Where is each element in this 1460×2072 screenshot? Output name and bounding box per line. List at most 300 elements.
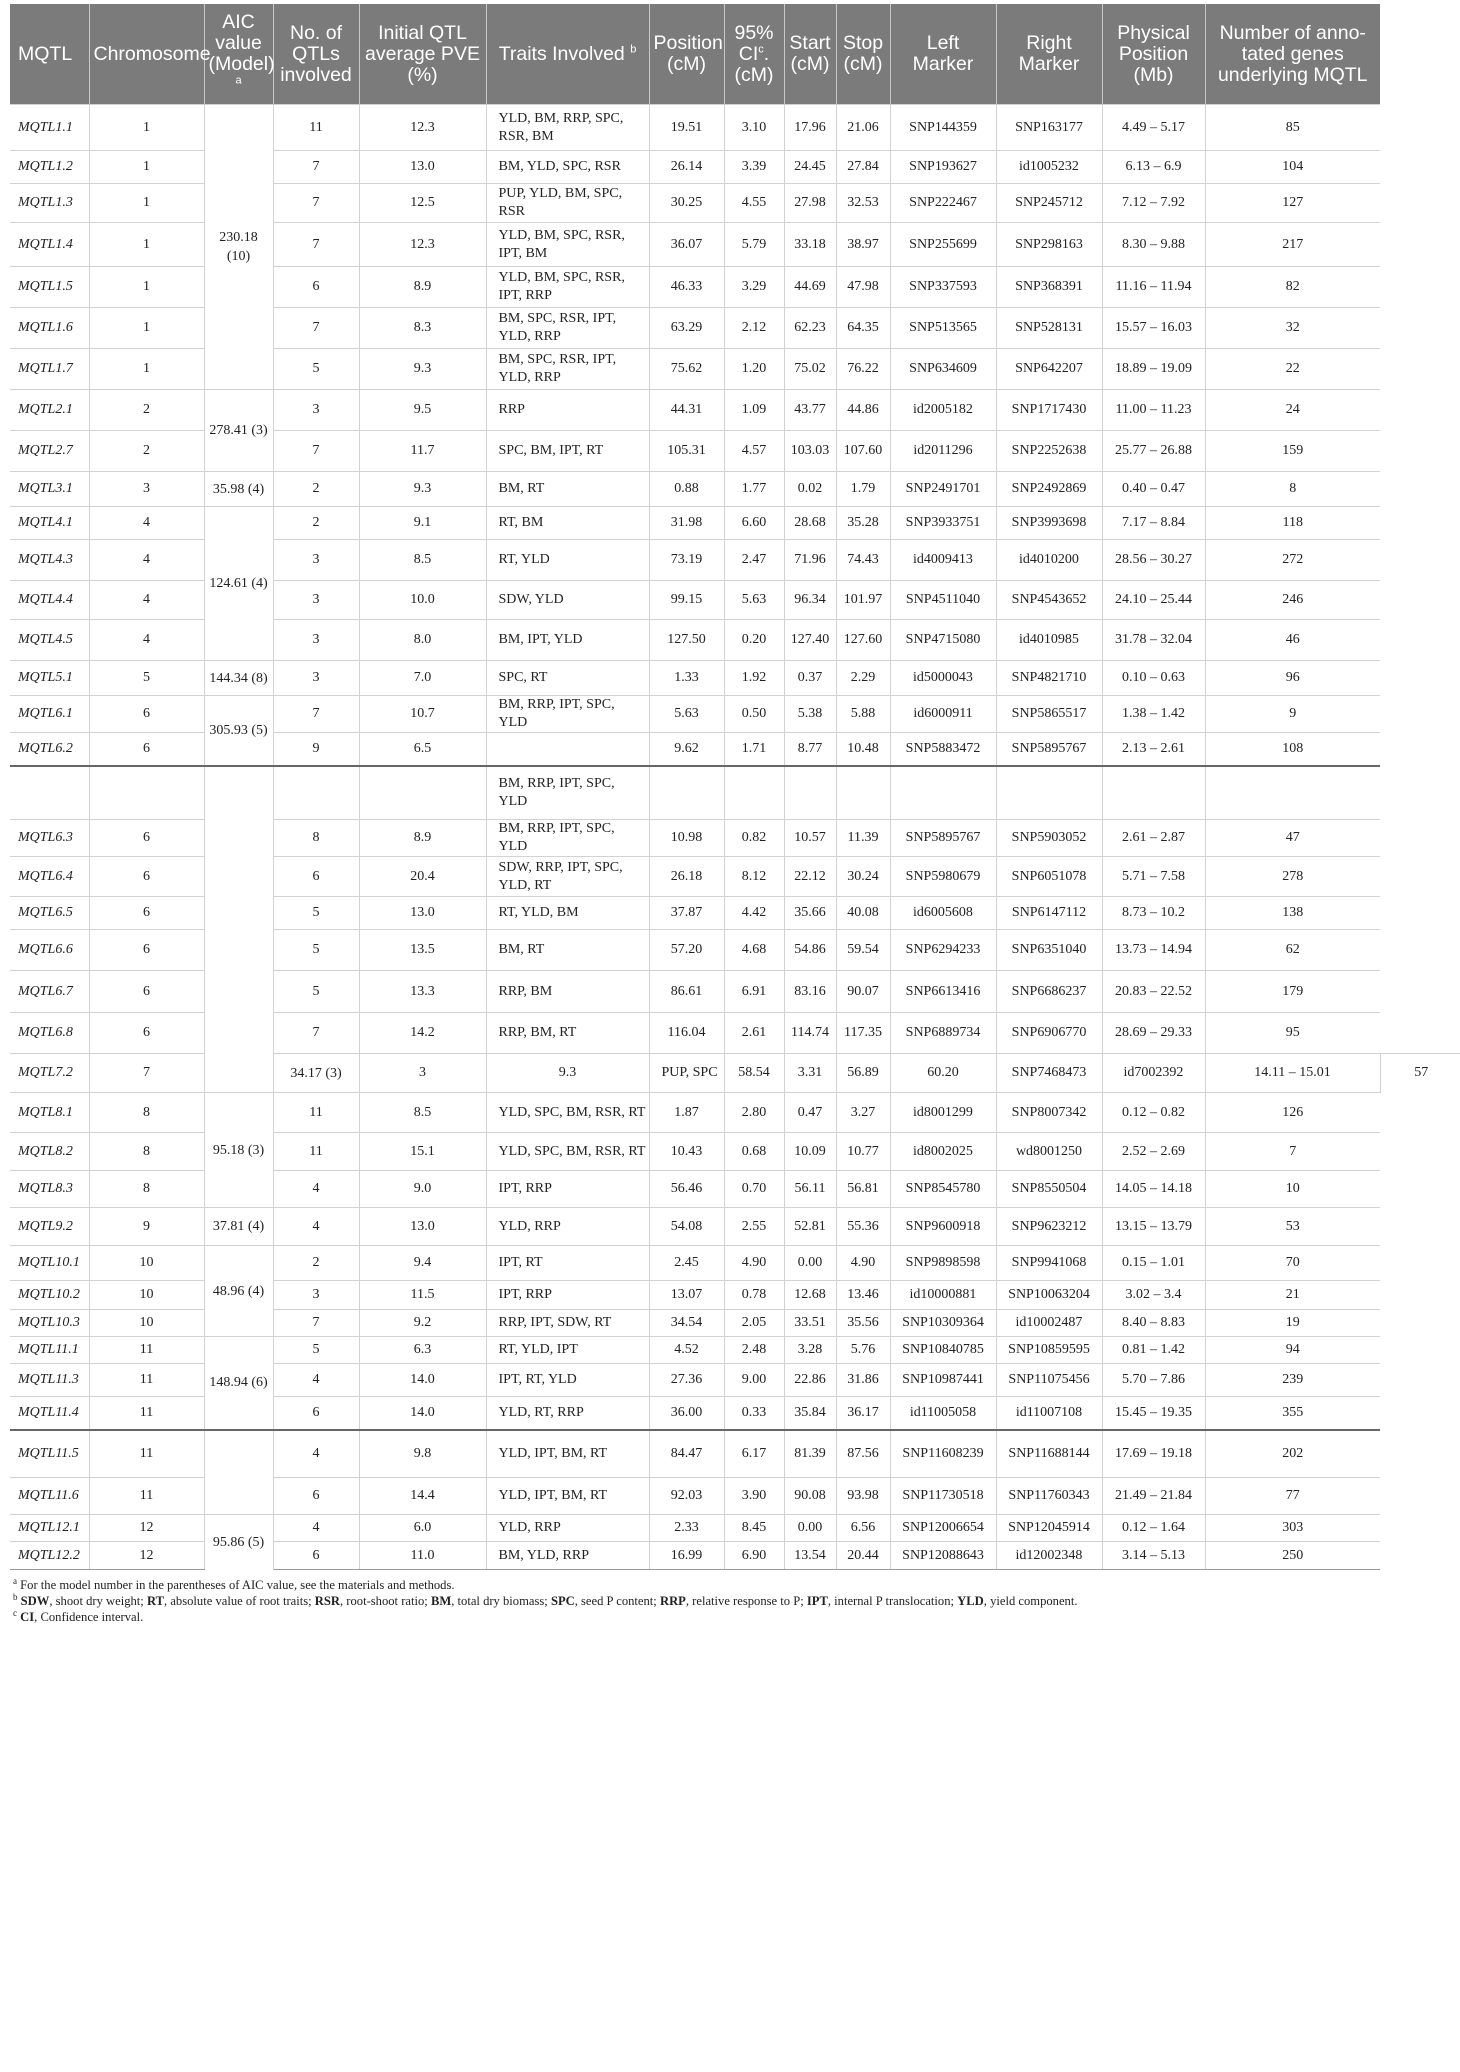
stop-cell: 5.76 bbox=[836, 1337, 890, 1364]
right-marker-cell: SNP4821710 bbox=[996, 661, 1102, 696]
physical-position-cell: 28.69 – 29.33 bbox=[1102, 1013, 1205, 1054]
pve-cell: 12.3 bbox=[359, 105, 486, 151]
mqtl-cell: MQTL2.1 bbox=[10, 390, 89, 431]
position-cell: 5.63 bbox=[649, 696, 724, 733]
qtl-count-cell: 2 bbox=[273, 1246, 359, 1281]
right-marker-cell: SNP298163 bbox=[996, 223, 1102, 267]
right-marker-cell: SNP6686237 bbox=[996, 971, 1102, 1013]
stop-cell: 38.97 bbox=[836, 223, 890, 267]
column-header-label: 95% CI bbox=[734, 21, 774, 65]
mqtl-cell: MQTL1.2 bbox=[10, 151, 89, 184]
ci-cell: 9.00 bbox=[724, 1364, 784, 1397]
stop-cell: 36.17 bbox=[836, 1397, 890, 1430]
gene-count-cell: 21 bbox=[1205, 1281, 1380, 1310]
right-marker-cell: SNP245712 bbox=[996, 184, 1102, 223]
ci-cell: 4.68 bbox=[724, 930, 784, 971]
left-marker-cell: SNP11730518 bbox=[890, 1478, 996, 1515]
physical-position-cell: 14.11 – 15.01 bbox=[1205, 1054, 1380, 1093]
ci-cell: 3.10 bbox=[724, 105, 784, 151]
chromosome-cell bbox=[89, 766, 204, 820]
pve-cell: 9.4 bbox=[359, 1246, 486, 1281]
position-cell: 31.98 bbox=[649, 507, 724, 540]
start-cell: 90.08 bbox=[784, 1478, 836, 1515]
physical-position-cell: 3.14 – 5.13 bbox=[1102, 1542, 1205, 1570]
chromosome-cell: 10 bbox=[89, 1310, 204, 1337]
position-cell: 57.20 bbox=[649, 930, 724, 971]
footnote-text: , root-shoot ratio; bbox=[339, 1594, 431, 1608]
right-marker-cell: id10002487 bbox=[996, 1310, 1102, 1337]
abbreviation: RRP bbox=[659, 1594, 686, 1608]
footnote-text: , seed P content; bbox=[574, 1594, 660, 1608]
chromosome-cell: 12 bbox=[89, 1542, 204, 1570]
gene-count-cell: 202 bbox=[1205, 1430, 1380, 1478]
ci-cell: 6.91 bbox=[724, 971, 784, 1013]
qtl-count-cell: 3 bbox=[273, 540, 359, 581]
qtl-count-cell: 7 bbox=[273, 223, 359, 267]
start-cell: 35.66 bbox=[784, 897, 836, 930]
right-marker-cell: SNP12045914 bbox=[996, 1515, 1102, 1542]
traits-cell: PUP, YLD, BM, SPC, RSR bbox=[486, 184, 649, 223]
column-header-label: Physical Position (Mb) bbox=[1117, 21, 1190, 86]
table-row bbox=[10, 507, 1460, 540]
right-marker-cell: id7002392 bbox=[1102, 1054, 1205, 1093]
qtl-count-cell: 2 bbox=[273, 472, 359, 507]
gene-count-cell: 104 bbox=[1205, 151, 1380, 184]
start-cell: 56.89 bbox=[836, 1054, 890, 1093]
physical-position-cell: 11.16 – 11.94 bbox=[1102, 267, 1205, 308]
traits-cell: YLD, RT, RRP bbox=[486, 1397, 649, 1430]
stop-cell: 35.56 bbox=[836, 1310, 890, 1337]
gene-count-cell: 159 bbox=[1205, 431, 1380, 472]
gene-count-cell: 278 bbox=[1205, 857, 1380, 897]
table-row bbox=[10, 766, 1460, 820]
mqtl-cell: MQTL1.6 bbox=[10, 308, 89, 349]
abbreviation: RT bbox=[146, 1594, 165, 1608]
left-marker-cell: SNP8545780 bbox=[890, 1171, 996, 1208]
position-cell: 36.00 bbox=[649, 1397, 724, 1430]
stop-cell: 6.56 bbox=[836, 1515, 890, 1542]
physical-position-cell: 6.13 – 6.9 bbox=[1102, 151, 1205, 184]
start-cell: 3.28 bbox=[784, 1337, 836, 1364]
left-marker-cell: SNP513565 bbox=[890, 308, 996, 349]
position-cell: 99.15 bbox=[649, 581, 724, 620]
position-cell: 116.04 bbox=[649, 1013, 724, 1054]
ci-cell: 2.05 bbox=[724, 1310, 784, 1337]
column-header-label: Left Marker bbox=[912, 32, 974, 75]
start-cell bbox=[784, 766, 836, 820]
start-cell: 8.77 bbox=[784, 733, 836, 766]
pve-cell: 13.0 bbox=[359, 151, 486, 184]
stop-cell: 56.81 bbox=[836, 1171, 890, 1208]
start-cell: 0.37 bbox=[784, 661, 836, 696]
mqtl-cell: MQTL4.1 bbox=[10, 507, 89, 540]
start-cell: 44.69 bbox=[784, 267, 836, 308]
start-cell: 0.47 bbox=[784, 1093, 836, 1133]
pve-cell: 9.8 bbox=[359, 1430, 486, 1478]
traits-cell: RT, YLD, IPT bbox=[486, 1337, 649, 1364]
left-marker-cell: SNP6613416 bbox=[890, 971, 996, 1013]
gene-count-cell: 8 bbox=[1205, 472, 1380, 507]
start-cell: 35.84 bbox=[784, 1397, 836, 1430]
aic-cell: 148.94 (6) bbox=[204, 1337, 273, 1430]
chromosome-cell: 6 bbox=[89, 696, 204, 733]
gene-count-cell: 127 bbox=[1205, 184, 1380, 223]
right-marker-cell: SNP10859595 bbox=[996, 1337, 1102, 1364]
left-marker-cell: SNP6889734 bbox=[890, 1013, 996, 1054]
column-header-label: Traits Involved bbox=[498, 42, 625, 65]
table-row bbox=[10, 1515, 1460, 1542]
physical-position-cell: 7.17 – 8.84 bbox=[1102, 507, 1205, 540]
pve-cell: 6.0 bbox=[359, 1515, 486, 1542]
aic-cell: 144.34 (8) bbox=[204, 661, 273, 696]
ci-cell: 3.31 bbox=[784, 1054, 836, 1093]
chromosome-cell: 6 bbox=[89, 857, 204, 897]
start-cell: 0.00 bbox=[784, 1515, 836, 1542]
physical-position-cell: 8.30 – 9.88 bbox=[1102, 223, 1205, 267]
column-header bbox=[890, 4, 996, 105]
gene-count-cell: 46 bbox=[1205, 620, 1380, 661]
chromosome-cell: 11 bbox=[89, 1397, 204, 1430]
footnote-marker: b bbox=[630, 43, 637, 55]
position-cell: 63.29 bbox=[649, 308, 724, 349]
column-header-label: Right Marker bbox=[1018, 32, 1080, 75]
footnote-text: , absolute value of root traits; bbox=[164, 1594, 315, 1608]
column-header bbox=[784, 4, 836, 105]
stop-cell: 101.97 bbox=[836, 581, 890, 620]
pve-cell: 9.2 bbox=[359, 1310, 486, 1337]
right-marker-cell: id11007108 bbox=[996, 1397, 1102, 1430]
qtl-count-cell: 4 bbox=[273, 1171, 359, 1208]
pve-cell: 6.5 bbox=[359, 733, 486, 766]
mqtl-cell: MQTL6.7 bbox=[10, 971, 89, 1013]
ci-cell: 5.63 bbox=[724, 581, 784, 620]
mqtl-cell: MQTL11.1 bbox=[10, 1337, 89, 1364]
stop-cell: 5.88 bbox=[836, 696, 890, 733]
ci-cell: 3.39 bbox=[724, 151, 784, 184]
qtl-count-cell: 7 bbox=[273, 431, 359, 472]
chromosome-cell: 1 bbox=[89, 151, 204, 184]
physical-position-cell: 0.12 – 1.64 bbox=[1102, 1515, 1205, 1542]
mqtl-cell: MQTL12.2 bbox=[10, 1542, 89, 1570]
aic-cell: 34.17 (3) bbox=[273, 1054, 359, 1093]
left-marker-cell: SNP10840785 bbox=[890, 1337, 996, 1364]
traits-cell: SDW, RRP, IPT, SPC, YLD, RT bbox=[486, 857, 649, 897]
ci-cell: 2.47 bbox=[724, 540, 784, 581]
qtl-count-cell: 11 bbox=[273, 1093, 359, 1133]
start-cell: 13.54 bbox=[784, 1542, 836, 1570]
left-marker-cell: SNP4715080 bbox=[890, 620, 996, 661]
mqtl-cell: MQTL8.2 bbox=[10, 1133, 89, 1171]
ci-cell: 0.50 bbox=[724, 696, 784, 733]
stop-cell: 11.39 bbox=[836, 820, 890, 857]
gene-count-cell: 53 bbox=[1205, 1208, 1380, 1246]
pve-cell: 8.9 bbox=[359, 820, 486, 857]
chromosome-cell: 2 bbox=[89, 390, 204, 431]
pve-cell: 13.0 bbox=[359, 897, 486, 930]
left-marker-cell: id4009413 bbox=[890, 540, 996, 581]
pve-cell: 14.4 bbox=[359, 1478, 486, 1515]
start-cell: 22.86 bbox=[784, 1364, 836, 1397]
traits-cell: YLD, IPT, BM, RT bbox=[486, 1478, 649, 1515]
right-marker-cell: SNP6051078 bbox=[996, 857, 1102, 897]
stop-cell: 2.29 bbox=[836, 661, 890, 696]
gene-count-cell: 70 bbox=[1205, 1246, 1380, 1281]
footnote-marker: c bbox=[13, 1607, 17, 1618]
pve-cell: 8.5 bbox=[359, 540, 486, 581]
abbreviation: SDW bbox=[20, 1594, 50, 1608]
gene-count-cell: 118 bbox=[1205, 507, 1380, 540]
left-marker-cell: SNP10309364 bbox=[890, 1310, 996, 1337]
chromosome-cell: 11 bbox=[89, 1364, 204, 1397]
start-cell: 17.96 bbox=[784, 105, 836, 151]
stop-cell: 64.35 bbox=[836, 308, 890, 349]
qtl-count-cell: 7 bbox=[273, 184, 359, 223]
start-cell: 43.77 bbox=[784, 390, 836, 431]
chromosome-cell: 2 bbox=[89, 431, 204, 472]
qtl-count-cell: 3 bbox=[359, 1054, 486, 1093]
position-cell: 34.54 bbox=[649, 1310, 724, 1337]
ci-cell: 2.12 bbox=[724, 308, 784, 349]
physical-position-cell: 4.49 – 5.17 bbox=[1102, 105, 1205, 151]
qtl-count-cell: 7 bbox=[273, 1013, 359, 1054]
physical-position-cell: 20.83 – 22.52 bbox=[1102, 971, 1205, 1013]
start-cell: 33.18 bbox=[784, 223, 836, 267]
stop-cell: 4.90 bbox=[836, 1246, 890, 1281]
stop-cell: 27.84 bbox=[836, 151, 890, 184]
pve-cell: 8.0 bbox=[359, 620, 486, 661]
chromosome-cell: 6 bbox=[89, 930, 204, 971]
physical-position-cell: 8.40 – 8.83 bbox=[1102, 1310, 1205, 1337]
right-marker-cell: id1005232 bbox=[996, 151, 1102, 184]
traits-cell bbox=[486, 733, 649, 766]
traits-cell: RRP bbox=[486, 390, 649, 431]
left-marker-cell: SNP6294233 bbox=[890, 930, 996, 971]
left-marker-cell: SNP255699 bbox=[890, 223, 996, 267]
position-cell: 92.03 bbox=[649, 1478, 724, 1515]
pve-cell: 20.4 bbox=[359, 857, 486, 897]
qtl-count-cell: 2 bbox=[273, 507, 359, 540]
left-marker-cell: id6005608 bbox=[890, 897, 996, 930]
gene-count-cell: 95 bbox=[1205, 1013, 1380, 1054]
aic-cell: 35.98 (4) bbox=[204, 472, 273, 507]
ci-cell: 2.61 bbox=[724, 1013, 784, 1054]
qtl-count-cell: 6 bbox=[273, 857, 359, 897]
chromosome-cell: 12 bbox=[89, 1515, 204, 1542]
pve-cell: 7.0 bbox=[359, 661, 486, 696]
ci-cell: 6.17 bbox=[724, 1430, 784, 1478]
position-cell: 84.47 bbox=[649, 1430, 724, 1478]
qtl-count-cell: 4 bbox=[273, 1364, 359, 1397]
physical-position-cell: 0.15 – 1.01 bbox=[1102, 1246, 1205, 1281]
traits-cell: RRP, BM, RT bbox=[486, 1013, 649, 1054]
start-cell: 54.86 bbox=[784, 930, 836, 971]
abbreviation: YLD bbox=[957, 1594, 984, 1608]
chromosome-cell: 1 bbox=[89, 349, 204, 390]
qtl-count-cell: 11 bbox=[273, 1133, 359, 1171]
traits-cell: BM, YLD, SPC, RSR bbox=[486, 151, 649, 184]
chromosome-cell: 6 bbox=[89, 1013, 204, 1054]
traits-cell: IPT, RRP bbox=[486, 1281, 649, 1310]
chromosome-cell: 11 bbox=[89, 1337, 204, 1364]
chromosome-cell: 4 bbox=[89, 581, 204, 620]
ci-cell: 8.12 bbox=[724, 857, 784, 897]
stop-cell: 93.98 bbox=[836, 1478, 890, 1515]
qtl-count-cell: 3 bbox=[273, 581, 359, 620]
stop-cell: 44.86 bbox=[836, 390, 890, 431]
start-cell: 127.40 bbox=[784, 620, 836, 661]
gene-count-cell: 239 bbox=[1205, 1364, 1380, 1397]
footnote-text: , shoot dry weight; bbox=[49, 1594, 147, 1608]
column-header-label: Position (cM) bbox=[653, 32, 723, 75]
traits-cell: SPC, BM, IPT, RT bbox=[486, 431, 649, 472]
right-marker-cell: SNP11760343 bbox=[996, 1478, 1102, 1515]
right-marker-cell: SNP8550504 bbox=[996, 1171, 1102, 1208]
physical-position-cell: 15.45 – 19.35 bbox=[1102, 1397, 1205, 1430]
traits-cell: BM, SPC, RSR, IPT, YLD, RRP bbox=[486, 308, 649, 349]
chromosome-cell: 8 bbox=[89, 1133, 204, 1171]
left-marker-cell: SNP5895767 bbox=[890, 820, 996, 857]
ci-cell: 1.20 bbox=[724, 349, 784, 390]
chromosome-cell: 1 bbox=[89, 308, 204, 349]
physical-position-cell: 1.38 – 1.42 bbox=[1102, 696, 1205, 733]
mqtl-cell: MQTL6.4 bbox=[10, 857, 89, 897]
right-marker-cell: SNP6351040 bbox=[996, 930, 1102, 971]
position-cell: 26.18 bbox=[649, 857, 724, 897]
traits-cell: PUP, SPC bbox=[649, 1054, 724, 1093]
stop-cell: 59.54 bbox=[836, 930, 890, 971]
position-cell: 44.31 bbox=[649, 390, 724, 431]
pve-cell: 8.5 bbox=[359, 1093, 486, 1133]
qtl-count-cell: 5 bbox=[273, 897, 359, 930]
position-cell: 105.31 bbox=[649, 431, 724, 472]
position-cell: 16.99 bbox=[649, 1542, 724, 1570]
start-cell: 12.68 bbox=[784, 1281, 836, 1310]
footnote-marker: c bbox=[758, 43, 764, 55]
column-header bbox=[486, 4, 649, 105]
gene-count-cell: 57 bbox=[1380, 1054, 1460, 1093]
mqtl-cell: MQTL2.7 bbox=[10, 431, 89, 472]
abbreviation: RSR bbox=[314, 1594, 340, 1608]
left-marker-cell: id8002025 bbox=[890, 1133, 996, 1171]
mqtl-cell: MQTL4.4 bbox=[10, 581, 89, 620]
pve-cell: 11.0 bbox=[359, 1542, 486, 1570]
qtl-count-cell: 11 bbox=[273, 105, 359, 151]
traits-cell: BM, RT bbox=[486, 472, 649, 507]
pve-cell: 9.3 bbox=[359, 472, 486, 507]
mqtl-cell: MQTL6.6 bbox=[10, 930, 89, 971]
qtl-count-cell: 5 bbox=[273, 930, 359, 971]
physical-position-cell: 0.40 – 0.47 bbox=[1102, 472, 1205, 507]
left-marker-cell: SNP12006654 bbox=[890, 1515, 996, 1542]
column-header-label: Stop (cM) bbox=[842, 32, 884, 75]
gene-count-cell: 22 bbox=[1205, 349, 1380, 390]
column-header-label: Number of anno-tated genes underlying MQTL bbox=[1217, 21, 1368, 86]
physical-position-cell: 25.77 – 26.88 bbox=[1102, 431, 1205, 472]
right-marker-cell: id4010200 bbox=[996, 540, 1102, 581]
physical-position-cell: 24.10 – 25.44 bbox=[1102, 581, 1205, 620]
qtl-count-cell: 3 bbox=[273, 661, 359, 696]
left-marker-cell: SNP5883472 bbox=[890, 733, 996, 766]
right-marker-cell: wd8001250 bbox=[996, 1133, 1102, 1171]
column-header bbox=[836, 4, 890, 105]
gene-count-cell: 303 bbox=[1205, 1515, 1380, 1542]
traits-cell: BM, RRP, IPT, SPC, YLD bbox=[486, 696, 649, 733]
physical-position-cell: 5.70 – 7.86 bbox=[1102, 1364, 1205, 1397]
column-header bbox=[204, 4, 273, 105]
right-marker-cell: SNP6147112 bbox=[996, 897, 1102, 930]
gene-count-cell: 355 bbox=[1205, 1397, 1380, 1430]
ci-cell: 8.45 bbox=[724, 1515, 784, 1542]
qtl-count-cell: 3 bbox=[273, 620, 359, 661]
mqtl-cell: MQTL5.1 bbox=[10, 661, 89, 696]
table-row bbox=[10, 1208, 1460, 1246]
traits-cell: BM, SPC, RSR, IPT, YLD, RRP bbox=[486, 349, 649, 390]
mqtl-cell: MQTL6.2 bbox=[10, 733, 89, 766]
mqtl-cell: MQTL10.1 bbox=[10, 1246, 89, 1281]
left-marker-cell: id6000911 bbox=[890, 696, 996, 733]
physical-position-cell: 28.56 – 30.27 bbox=[1102, 540, 1205, 581]
stop-cell: 55.36 bbox=[836, 1208, 890, 1246]
chromosome-cell: 9 bbox=[89, 1208, 204, 1246]
mqtl-cell: MQTL7.2 bbox=[10, 1054, 89, 1093]
ci-cell: 0.82 bbox=[724, 820, 784, 857]
chromosome-cell: 8 bbox=[89, 1093, 204, 1133]
ci-cell: 4.55 bbox=[724, 184, 784, 223]
column-header bbox=[89, 4, 211, 105]
stop-cell: 76.22 bbox=[836, 349, 890, 390]
chromosome-cell: 4 bbox=[89, 620, 204, 661]
left-marker-cell: SNP144359 bbox=[890, 105, 996, 151]
right-marker-cell: SNP5865517 bbox=[996, 696, 1102, 733]
left-marker-cell: id2011296 bbox=[890, 431, 996, 472]
table-row bbox=[10, 696, 1460, 733]
traits-cell: BM, YLD, RRP bbox=[486, 1542, 649, 1570]
qtl-count-cell: 6 bbox=[273, 1397, 359, 1430]
ci-cell: 0.20 bbox=[724, 620, 784, 661]
gene-count-cell: 82 bbox=[1205, 267, 1380, 308]
footnote bbox=[13, 1609, 1460, 1625]
mqtl-cell: MQTL1.4 bbox=[10, 223, 89, 267]
column-header-label: MQTL bbox=[18, 42, 73, 65]
pve-cell bbox=[359, 766, 486, 820]
mqtl-cell: MQTL6.5 bbox=[10, 897, 89, 930]
gene-count-cell: 7 bbox=[1205, 1133, 1380, 1171]
stop-cell: 20.44 bbox=[836, 1542, 890, 1570]
traits-cell: YLD, BM, RRP, SPC, RSR, BM bbox=[486, 105, 649, 151]
traits-cell: SPC, RT bbox=[486, 661, 649, 696]
ci-cell: 3.29 bbox=[724, 267, 784, 308]
aic-cell: 230.18 (10) bbox=[204, 105, 273, 390]
stop-cell: 47.98 bbox=[836, 267, 890, 308]
right-marker-cell bbox=[996, 766, 1102, 820]
ci-cell: 0.70 bbox=[724, 1171, 784, 1208]
gene-count-cell bbox=[1205, 766, 1380, 820]
qtl-count-cell: 7 bbox=[273, 308, 359, 349]
pve-cell: 14.0 bbox=[359, 1397, 486, 1430]
position-cell: 37.87 bbox=[649, 897, 724, 930]
qtl-count-cell: 6 bbox=[273, 1478, 359, 1515]
chromosome-cell: 4 bbox=[89, 540, 204, 581]
pve-cell: 13.5 bbox=[359, 930, 486, 971]
pve-cell: 13.0 bbox=[359, 1208, 486, 1246]
start-cell: 0.00 bbox=[784, 1246, 836, 1281]
footnote bbox=[13, 1577, 1460, 1593]
start-cell: 75.02 bbox=[784, 349, 836, 390]
stop-cell: 40.08 bbox=[836, 897, 890, 930]
pve-cell: 9.5 bbox=[359, 390, 486, 431]
abbreviation: SPC bbox=[550, 1594, 575, 1608]
traits-cell: SDW, YLD bbox=[486, 581, 649, 620]
